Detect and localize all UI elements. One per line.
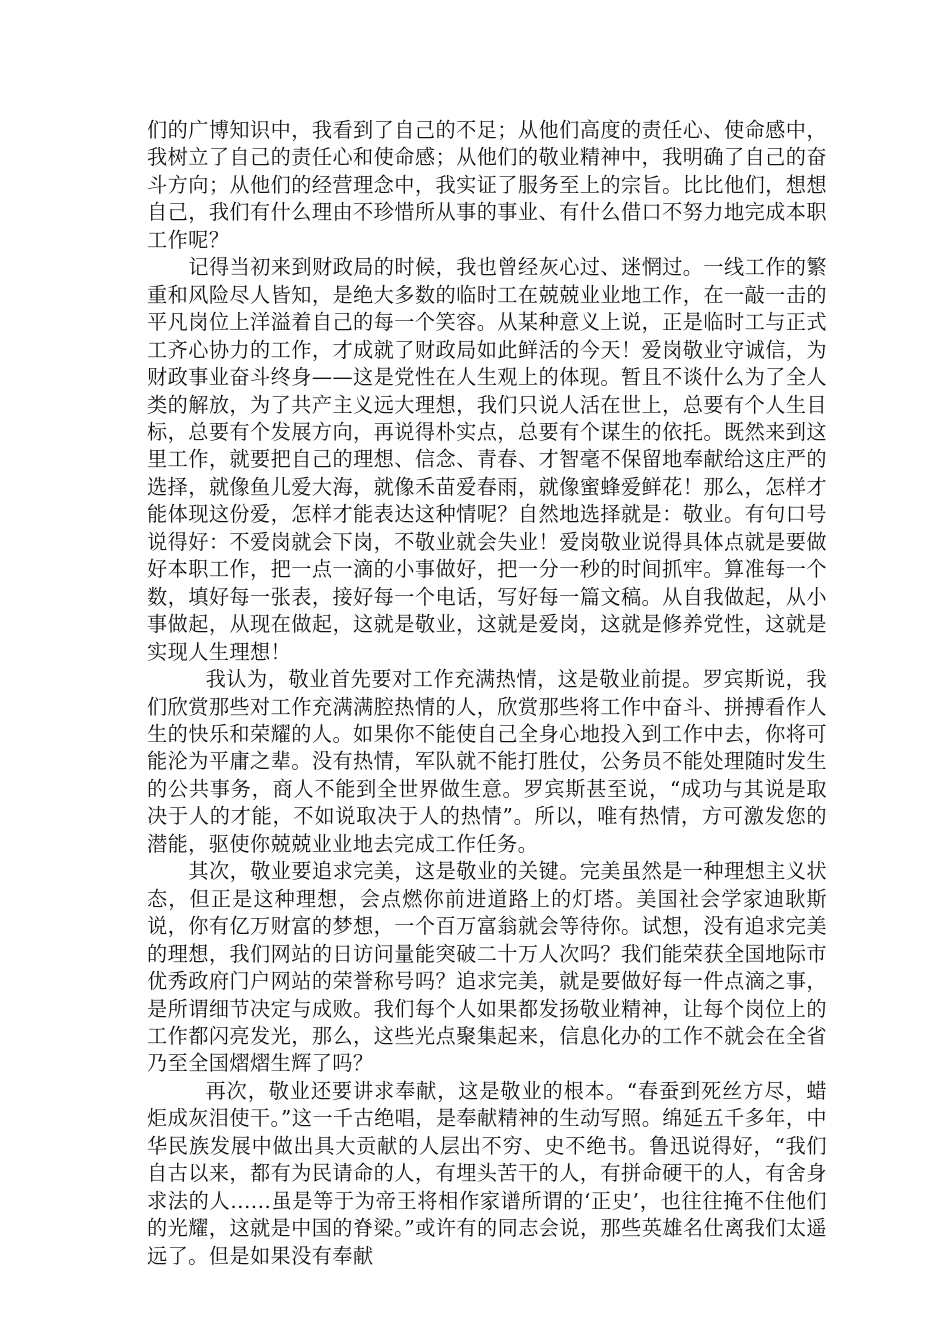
paragraph-career-story: 记得当初来到财政局的时候，我也曾经灰心过、迷惘过。一线工作的繁重和风险尽人皆知，是绝大多数的临时工在兢兢业业地工作，在一敲一击的平凡岗位上洋溢着自己的每一个笑容。从某种意义上说，正是临时工与正式工齐心协力的工作，才成就了财政局如此鲜活的今天！爱岗敬业守诚信，为财政事业奋斗终身——这是党性在人生观上的体现。暂且不谈什么为了全人类的解放，为了共产主义远大理想，我们只说人活在世上，总要有个人生目标，总要有个发展方向，再说得朴实点，总要有个谋生的依托。既然来到这里工作，就要把自己的理想、信念、青春、才智毫不保留地奉献给这庄严的选择，就像鱼儿爱大海，就像禾苗爱春雨，就像蜜蜂爱鲜花！那么，怎样才能体现这份爱，怎样才能表达这种情呢？自然地选择就是：敬业。有句口号说得好：不爱岗就会下岗，不敬业就会失业！爱岗敬业说得具体点就是要做好本职工作，把一点一滴的小事做好，把一分一秒的时间抓牢。算准每一个数，填好每一张表，接好每一个电话，写好每一篇文稿。从自我做起，从小事做起，从现在做起，这就是敬业，这就是爱岗，这就是修养党性，这就是实现人生理想！ bbox=[147, 255, 827, 664]
paragraph-passion: 我认为，敬业首先要对工作充满热情，这是敬业前提。罗宾斯说，我们欣赏那些对工作充满满腔热情的人，欣赏那些将工作中奋斗、拼搏看作人生的快乐和荣耀的人。如果你不能使自己全身心地投入到工作中去，你将可能沦为平庸之辈。没有热情，军队就不能打胜仗，公务员不能处理随时发生的公共事务，商人不能到全世界做生意。罗宾斯甚至说，“成功与其说是取决于人的才能，不如说取决于人的热情”。所以，唯有热情，方可激发您的潜能，驱使你兢兢业业地去完成工作任务。 bbox=[147, 667, 827, 856]
paragraph-dedication: 再次，敬业还要讲求奉献，这是敬业的根本。“春蚕到死丝方尽，蜡炬成灰泪使干。”这一千古绝唱，是奉献精神的生动写照。绵延五千多年，中华民族发展中做出具大贡献的人层出不穷、史不绝书。鲁迅说得好，“我们自古以来，都有为民请命的人，有埋头苦干的人，有拼命硬干的人，有舍身求法的人......虽是等于为帝王将相作家谱所谓的‘正史’，也往往掩不住他们的光耀，这就是中国的脊梁。”或许有的同志会说，那些英雄名仕离我们太遥远了。但是如果没有奉献 bbox=[147, 1078, 828, 1268]
document-page bbox=[147, 117, 827, 1270]
paragraph-continued: 们的广博知识中，我看到了自己的不足；从他们高度的责任心、使命感中，我树立了自己的责任心和使命感；从他们的敬业精神中，我明确了自己的奋斗方向；从他们的经营理念中，我实证了服务至上的宗旨。比比他们，想想自己，我们有什么理由不珍惜所从事的事业、有什么借口不努力地完成本职工作呢？ bbox=[147, 118, 827, 252]
paragraph-perfection: 其次，敬业要追求完美，这是敬业的关键。完美虽然是一种理想主义状态，但正是这种理想，会点燃你前进道路上的灯塔。美国社会学家迪耿斯说，你有亿万财富的梦想，一个百万富翁就会等待你。试想，没有追求完美的理想，我们网站的日访问量能突破二十万人次吗？我们能荣获全国地际市优秀政府门户网站的荣誉称号吗？追求完美，就是要做好每一件点滴之事，是所谓细节决定与成败。我们每个人如果都发扬敬业精神，让每个岗位上的工作都闪亮发光，那么，这些光点聚集起来，信息化办的工作不就会在全省乃至全国熠熠生辉了吗？ bbox=[147, 859, 827, 1076]
